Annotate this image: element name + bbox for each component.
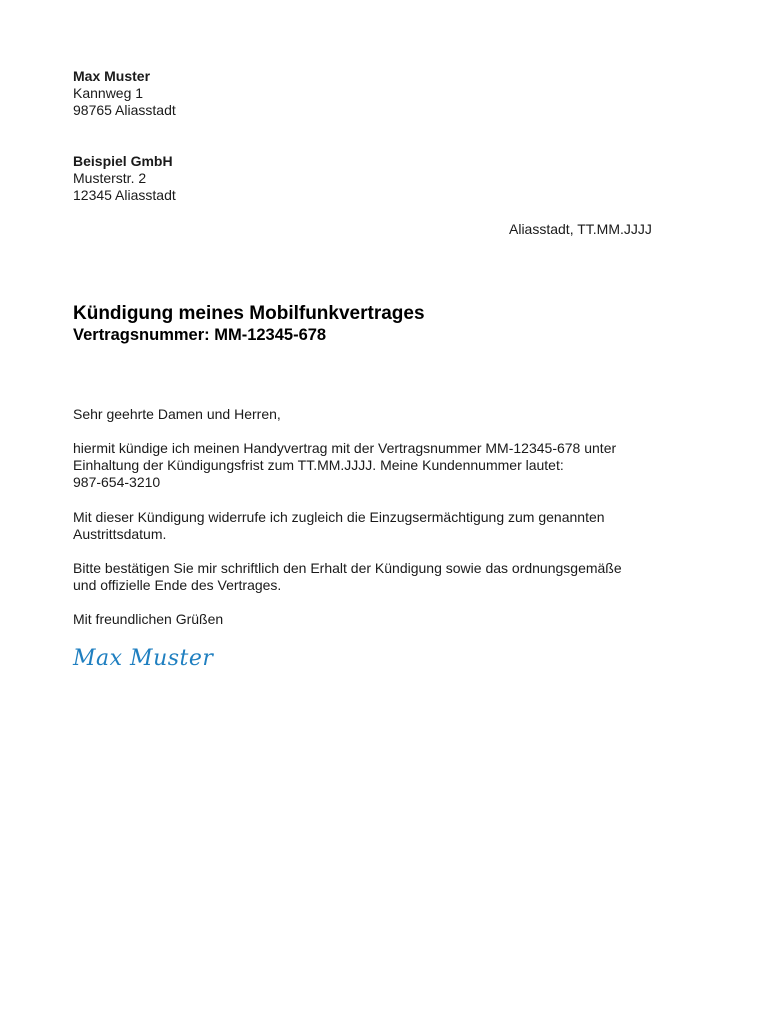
signature: Max Muster (73, 646, 214, 671)
date-line: Aliasstadt, TT.MM.JJJJ (509, 221, 652, 237)
recipient-street: Musterstr. 2 (73, 170, 147, 186)
sender-address (73, 68, 176, 119)
sender-street: Kannweg 1 (73, 85, 144, 101)
recipient-city: 12345 Aliasstadt (73, 187, 176, 203)
paragraph-direct-debit (73, 509, 693, 543)
contract-number: Vertragsnummer: MM-12345-678 (73, 326, 327, 344)
paragraph-confirmation (73, 560, 693, 594)
sender-name: Max Muster (73, 68, 151, 84)
recipient-name: Beispiel GmbH (73, 153, 173, 169)
subject-title: Kündigung meines Mobilfunkvertrages (73, 303, 425, 324)
paragraph-line: und offizielle Ende des Vertrages. (73, 577, 282, 593)
sender-city: 98765 Aliasstadt (73, 102, 176, 118)
subject-block (73, 303, 425, 345)
closing: Mit freundlichen Grüßen (73, 611, 224, 627)
paragraph-line: Austrittsdatum. (73, 526, 167, 542)
paragraph-line: Bitte bestätigen Sie mir schriftlich den Erhalt der Kündigung sowie das ordnungsgemäße (73, 560, 622, 576)
paragraph-cancellation (73, 440, 693, 491)
paragraph-line: hiermit kündige ich meinen Handyvertrag mit der Vertragsnummer MM-12345-678 unter (73, 440, 617, 456)
paragraph-line: Einhaltung der Kündigungsfrist zum TT.MM.JJJJ. Meine Kundennummer lautet: (73, 457, 564, 473)
salutation: Sehr geehrte Damen und Herren, (73, 406, 281, 422)
paragraph-line: 987-654-3210 (73, 474, 161, 490)
paragraph-line: Mit dieser Kündigung widerrufe ich zugleich die Einzugsermächtigung zum genannten (73, 509, 605, 525)
recipient-address (73, 153, 176, 204)
